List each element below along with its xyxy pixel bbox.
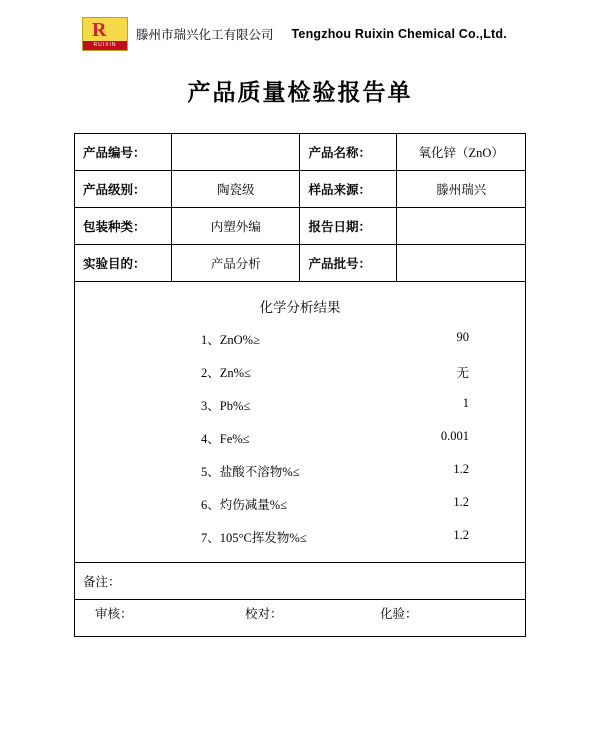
list-item bbox=[83, 462, 517, 480]
table-row-remark bbox=[75, 563, 526, 600]
table-row bbox=[75, 171, 526, 208]
list-item bbox=[83, 363, 517, 381]
signoff-review-label: 审核： bbox=[95, 607, 133, 621]
document-header bbox=[0, 0, 600, 46]
analysis-item-name: 6、灼伤减量%≤ bbox=[201, 498, 288, 512]
field-label-product-code: 产品编号： bbox=[75, 134, 172, 171]
field-label-product-name: 产品名称： bbox=[300, 134, 397, 171]
field-label-package-type: 包装种类： bbox=[75, 208, 172, 245]
company-name-cn: 滕州市瑞兴化工有限公司 bbox=[136, 28, 274, 42]
page-title: 产品质量检验报告单 bbox=[187, 80, 413, 105]
analysis-item-name: 7、105°C挥发物%≤ bbox=[201, 531, 307, 545]
analysis-item-name: 3、Pb%≤ bbox=[201, 399, 251, 413]
list-item bbox=[83, 495, 517, 513]
field-label-sample-source: 样品来源： bbox=[300, 171, 397, 208]
list-item bbox=[83, 330, 517, 348]
chemical-analysis-cell bbox=[75, 282, 526, 563]
field-value-batch-number bbox=[397, 245, 526, 282]
field-label-product-grade: 产品级别： bbox=[75, 171, 172, 208]
company-name-en: Tengzhou Ruixin Chemical Co.,Ltd. bbox=[291, 27, 507, 41]
table-row-signoff bbox=[75, 600, 526, 637]
analysis-item-name: 4、Fe%≤ bbox=[201, 432, 250, 446]
analysis-item-value: 1.2 bbox=[453, 528, 469, 542]
report-table-wrap bbox=[74, 133, 526, 637]
analysis-item-name: 1、ZnO%≥ bbox=[201, 333, 260, 347]
field-value-sample-source: 滕州瑞兴 bbox=[397, 171, 526, 208]
table-row bbox=[75, 208, 526, 245]
table-row bbox=[75, 245, 526, 282]
analysis-item-value: 90 bbox=[456, 330, 469, 344]
signoff-assay-label: 化验： bbox=[380, 607, 418, 621]
field-label-report-date: 报告日期： bbox=[300, 208, 397, 245]
field-value-product-code bbox=[171, 134, 300, 171]
list-item bbox=[83, 528, 517, 546]
signoff-check-label: 校对： bbox=[245, 607, 283, 621]
field-value-report-date bbox=[397, 208, 526, 245]
analysis-item-value: 0.001 bbox=[440, 429, 469, 443]
analysis-item-name: 5、盐酸不溶物%≤ bbox=[201, 465, 300, 479]
field-label-batch-number: 产品批号： bbox=[300, 245, 397, 282]
analysis-item-value: 1.2 bbox=[453, 462, 469, 476]
remark-label: 备注： bbox=[75, 563, 526, 600]
table-row-results bbox=[75, 282, 526, 563]
field-value-product-grade: 陶瓷级 bbox=[171, 171, 300, 208]
logo-letter: R bbox=[92, 19, 107, 41]
field-label-test-purpose: 实验目的： bbox=[75, 245, 172, 282]
analysis-item-value: 1.2 bbox=[453, 495, 469, 509]
analysis-item-value: 无 bbox=[456, 366, 469, 380]
signoff-cell bbox=[75, 600, 526, 637]
field-value-product-name: 氧化锌（ZnO） bbox=[397, 134, 526, 171]
table-row bbox=[75, 134, 526, 171]
analysis-item-name: 2、Zn%≤ bbox=[201, 366, 251, 380]
field-value-package-type: 内塑外编 bbox=[171, 208, 300, 245]
analysis-item-value: 1 bbox=[462, 396, 469, 410]
logo-band-text: RUIXIN bbox=[83, 41, 127, 50]
list-item bbox=[83, 396, 517, 414]
ruixin-logo-icon bbox=[82, 17, 128, 51]
chemical-analysis-title: 化学分析结果 bbox=[259, 300, 341, 315]
list-item bbox=[83, 429, 517, 447]
report-table bbox=[74, 133, 526, 637]
field-value-test-purpose: 产品分析 bbox=[171, 245, 300, 282]
